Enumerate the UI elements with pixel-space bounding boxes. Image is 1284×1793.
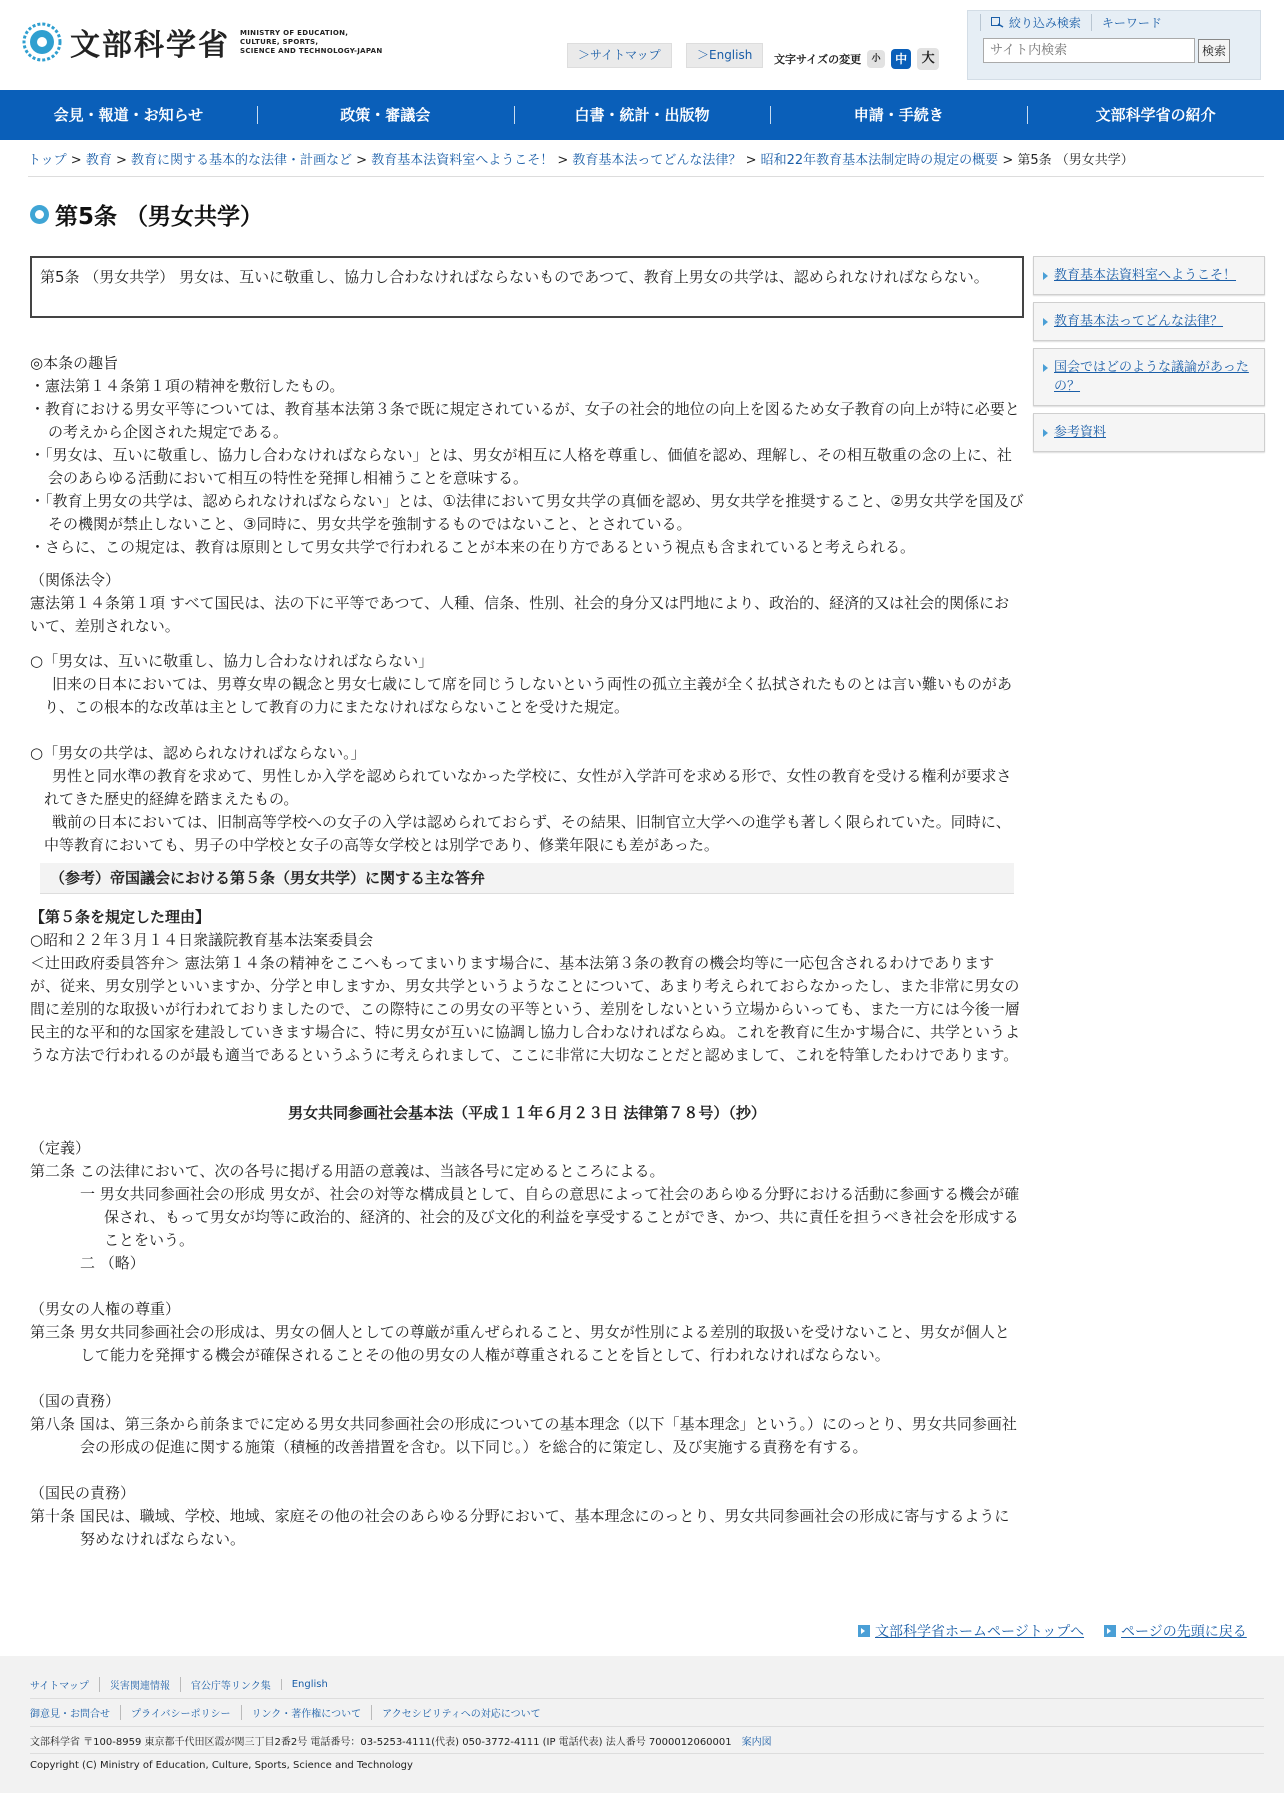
sidebar-link[interactable]: 教育基本法資料室へようこそ！	[1054, 268, 1237, 283]
law-article: 第八条 国は、第三条から前条までに定める男女共同参画社会の形成についての基本理念（以下「基本理念」という。）にのっとり、男女共同参画社会の形成の促進に関する施策（積極的改善措置を含む。以下同じ。）を総合的に策定し、及び実施する責務を有する。	[30, 1415, 1017, 1456]
footer-address: 文部科学省 〒100-8959 東京都千代田区霞が関三丁目2番2号 電話番号：03-5253-4111(代表) 050-3772-4111 (IP 電話代表) 法人番号 7000012060001	[30, 1737, 732, 1748]
related-law-text: 憲法第１４条第１項 すべて国民は、法の下に平等であつて、人種、信条、性別、社会的身分又は門地により、政治的、経済的又は社会的関係において、差別されない。	[30, 594, 1010, 635]
search-filter-label: 絞り込み検索	[1008, 16, 1081, 30]
page-title	[30, 198, 263, 231]
keyword-link[interactable]: キーワード	[1091, 14, 1172, 31]
breadcrumb-separator: >	[115, 153, 127, 168]
english-button[interactable]: ＞English	[686, 43, 763, 68]
footer-address-row	[30, 1733, 1264, 1748]
reason-text: ＜辻田政府委員答弁＞ 憲法第１４条の精神をここへもってまいります場合に、基本法第３条の教育の機会均等に一応包含されるわけでありますが、従来、男女別学といいますか、分学と申しますか、男女共学というようなことについて、あまり考えられておらなかったし、また非常に男女の間に差別的な取扱いが行われておりましたので、この際特にこの男女の平等という、差別をしないという立場からいっても、また一方には今後一層民主的な平和的な国家を建設していきます場合に、特に男女が互いに協調し協力し合わなければならぬ。これを教育に生かす場合に、共学というような方法で行われるのが最も適当であるというふうに考えられまして、ここに非常に大切なことだと認めまして、これを特筆したわけであります。	[30, 954, 1021, 1064]
footer-link-copyright[interactable]: リンク・著作権について	[241, 1705, 372, 1720]
font-size-control	[774, 48, 939, 70]
search-filter-link[interactable]	[980, 14, 1091, 31]
purpose-item: ・教育における男女平等については、教育基本法第３条で既に規定されているが、女子の社会的地位の向上を図るため女子教育の向上が特に必要との考えから企図された規定である。	[30, 400, 1020, 441]
footer-link-sitemap[interactable]: サイトマップ	[30, 1681, 89, 1692]
search-mode-links	[980, 14, 1172, 31]
article-text-box: 第5条 （男女共学） 男女は、互いに敬重し、協力し合わなければならないものであつて、教育上男女の共学は、認められなければならない。	[30, 256, 1024, 318]
law-section-heading: （国民の責務）	[30, 1484, 136, 1502]
home-top-link-label: 文部科学省ホームページトップへ	[875, 1624, 1085, 1640]
search-filter-icon	[991, 17, 1005, 28]
sidebar-item-what-law[interactable]	[1033, 302, 1265, 341]
sidebar-link[interactable]: 国会ではどのような議論があったの？	[1054, 360, 1249, 394]
purpose-item: ・「教育上男女の共学は、認められなければならない」とは、①法律において男女共学の真価を認め、男女共学を推奨すること、②男女共学を国及びその機関が禁止しないこと、③同時に、男女共学を強制するものではないこと、とされている。	[30, 492, 1024, 533]
breadcrumb-link-overview[interactable]: 昭和22年教育基本法制定時の規定の概要	[760, 153, 999, 168]
footer-link-english[interactable]: English	[281, 1679, 338, 1690]
breadcrumb-separator: >	[557, 153, 569, 168]
footer-link-privacy[interactable]: プライバシーポリシー	[120, 1705, 241, 1720]
nav-item-procedures[interactable]: 申請・手続き	[770, 90, 1027, 140]
footer-links-row	[30, 1677, 1264, 1692]
note1-text: 旧来の日本においては、男尊女卑の観念と男女七歳にして席を同じうしないという両性の孤立主義が全く払拭されたものとは言い難いものがあり、この根本的な改革は主として教育の力にまたなければならないことを受けた規定。	[44, 675, 1013, 716]
page-title-text: 第5条 （男女共学）	[55, 204, 264, 230]
footer-divider	[30, 1726, 1264, 1727]
global-nav	[0, 90, 1284, 140]
font-medium-button[interactable]: 中	[891, 49, 911, 69]
font-size-label: 文字サイズの変更	[774, 53, 862, 66]
search-input[interactable]	[983, 38, 1195, 63]
related-law-heading: （関係法令）	[30, 571, 121, 589]
breadcrumb-link-education[interactable]: 教育	[85, 153, 112, 168]
main-content	[30, 256, 1024, 1551]
footer-copyright-row	[30, 1760, 1264, 1771]
law-subitem-text: 一 男女共同参画社会の形成 男女が、社会の対等な構成員として、自らの意思によって社会のあらゆる分野における活動に参画する機会が確保され、もって男女が均等に政治的、経済的、社会的及び文化的利益を享受することができ、かつ、共に責任を担うべき社会を形成することをいう。	[80, 1185, 1020, 1249]
footer-map-link[interactable]: 案内図	[741, 1737, 772, 1748]
title-bullet-icon	[30, 205, 49, 224]
arrow-right-icon	[858, 1625, 870, 1637]
law-subitem-text: 二 （略）	[80, 1254, 145, 1272]
breadcrumb-link-top[interactable]: トップ	[28, 153, 67, 168]
footer-link-contact[interactable]: 御意見・お問合せ	[30, 1709, 110, 1720]
nav-item-about[interactable]: 文部科学省の紹介	[1027, 90, 1284, 140]
nav-item-policy[interactable]: 政策・審議会	[257, 90, 514, 140]
page-top-link[interactable]	[1104, 1621, 1247, 1641]
note2-text: 男性と同水準の教育を求めて、男性しか入学を認められていなかった学校に、女性が入学許可を求める形で、女性の教育を受ける権利が要求されてきた歴史的経緯を踏まえたもの。	[44, 767, 1012, 808]
arrow-up-icon	[1104, 1625, 1116, 1637]
sidebar-item-welcome[interactable]	[1033, 256, 1265, 295]
breadcrumb-link-laws[interactable]: 教育に関する基本的な法律・計画など	[131, 153, 353, 168]
law-title: 男女共同参画社会基本法（平成１１年６月２３日 法律第７８号）（抄）	[288, 1104, 766, 1122]
reason-date: ○昭和２２年３月１４日衆議院教育基本法案委員会	[30, 931, 374, 949]
purpose-item: ・「男女は、互いに敬重し、協力し合わなければならない」とは、男女が相互に人格を尊重し、価値を認め、理解し、その相互敬重の念の上に、社会のあらゆる活動において相互の特性を発揮し相補うことを意味する。	[30, 446, 1012, 487]
breadcrumb-link-archive[interactable]: 教育基本法資料室へようこそ！	[371, 153, 554, 168]
reference-heading: （参考）帝国議会における第５条（男女共学）に関する主な答弁	[40, 863, 1014, 894]
law-article: 第二条 この法律において、次の各号に掲げる用語の意義は、当該各号に定めるところによる。	[30, 1162, 665, 1180]
bottom-links	[838, 1621, 1247, 1641]
site-header	[0, 0, 1284, 90]
purpose-item: ・さらに、この規定は、教育は原則として男女共学で行われることが本来の在り方であるという視点も含まれていると考えられる。	[30, 538, 916, 556]
sidebar-link[interactable]: 教育基本法ってどんな法律？	[1054, 314, 1224, 329]
logo-mark-icon	[22, 22, 62, 62]
purpose-heading: ◎本条の趣旨	[30, 354, 119, 372]
sidebar-item-references[interactable]	[1033, 413, 1265, 452]
breadcrumb-separator: >	[70, 153, 82, 168]
font-small-button[interactable]: 小	[867, 50, 885, 68]
nav-item-publications[interactable]: 白書・統計・出版物	[514, 90, 771, 140]
breadcrumb-separator: >	[745, 153, 757, 168]
note2-text: 戦前の日本においては、旧制高等学校への女子の入学は認められておらず、その結果、旧制官立大学への進学も著しく限られていた。同時に、中等教育においても、男子の中学校と女子の高等女学校とは別学であり、修業年限にも差があった。	[44, 813, 1011, 854]
sidebar-item-diet-debate[interactable]	[1033, 348, 1265, 406]
breadcrumb	[28, 149, 1264, 177]
reason-heading: 【第５条を規定した理由】	[30, 908, 211, 926]
footer-link-disaster[interactable]: 災害関連情報	[99, 1677, 180, 1692]
mext-logo[interactable]	[22, 16, 383, 68]
page-top-link-label: ページの先頭に戻る	[1121, 1624, 1247, 1640]
logo-en-line: SCIENCE AND TECHNOLOGY-JAPAN	[240, 46, 383, 55]
footer-link-agencies[interactable]: 官公庁等リンク集	[180, 1677, 281, 1692]
sitemap-button[interactable]: ＞サイトマップ	[567, 43, 672, 68]
site-footer	[0, 1656, 1284, 1793]
law-section-heading: （定義）	[30, 1139, 91, 1157]
note1-heading: ○「男女は、互いに敬重し、協力し合わなければならない」	[30, 652, 434, 670]
home-top-link[interactable]	[858, 1621, 1084, 1641]
law-subitem	[30, 1183, 1024, 1275]
breadcrumb-current: 第5条 （男女共学）	[1017, 153, 1134, 168]
purpose-item: ・憲法第１４条第１項の精神を敷衍したもの。	[30, 377, 345, 395]
law-section-heading: （男女の人権の尊重）	[30, 1300, 181, 1318]
sidebar-link[interactable]: 参考資料	[1054, 425, 1107, 440]
footer-copyright: Copyright (C) Ministry of Education, Culture, Sports, Science and Technology	[30, 1760, 413, 1771]
logo-en-line: CULTURE, SPORTS,	[240, 37, 319, 46]
footer-link-accessibility[interactable]: アクセシビリティへの対応について	[371, 1705, 551, 1720]
font-large-button[interactable]: 大	[917, 48, 939, 70]
footer-divider	[30, 1698, 1264, 1699]
law-article: 第十条 国民は、職域、学校、地域、家庭その他の社会のあらゆる分野において、基本理念にのっとり、男女共同参画社会の形成に寄与するように努めなければならない。	[30, 1507, 1010, 1548]
search-panel	[967, 10, 1261, 80]
footer-links-row	[30, 1705, 1264, 1720]
footer-divider	[30, 1753, 1264, 1754]
breadcrumb-link-what-law[interactable]: 教育基本法ってどんな法律？	[572, 153, 742, 168]
search-button[interactable]: 検索	[1198, 39, 1230, 63]
sidebar	[1033, 256, 1265, 459]
breadcrumb-separator: >	[356, 153, 368, 168]
logo-en-text	[240, 29, 383, 56]
law-article: 第三条 男女共同参画社会の形成は、男女の個人としての尊厳が重んぜられること、男女が性別による差別的取扱いを受けないこと、男女が個人として能力を発揮する機会が確保されることその他の男女の人権が尊重されることを旨として、行われなければならない。	[30, 1323, 1010, 1364]
note2-heading: ○「男女の共学は、認められなければならない。」	[30, 744, 366, 762]
nav-item-press[interactable]: 会見・報道・お知らせ	[53, 106, 204, 124]
logo-en-line: MINISTRY OF EDUCATION,	[240, 28, 349, 37]
breadcrumb-separator: >	[1002, 153, 1014, 168]
law-section-heading: （国の責務）	[30, 1392, 121, 1410]
logo-jp-text: 文部科学省	[70, 28, 230, 63]
